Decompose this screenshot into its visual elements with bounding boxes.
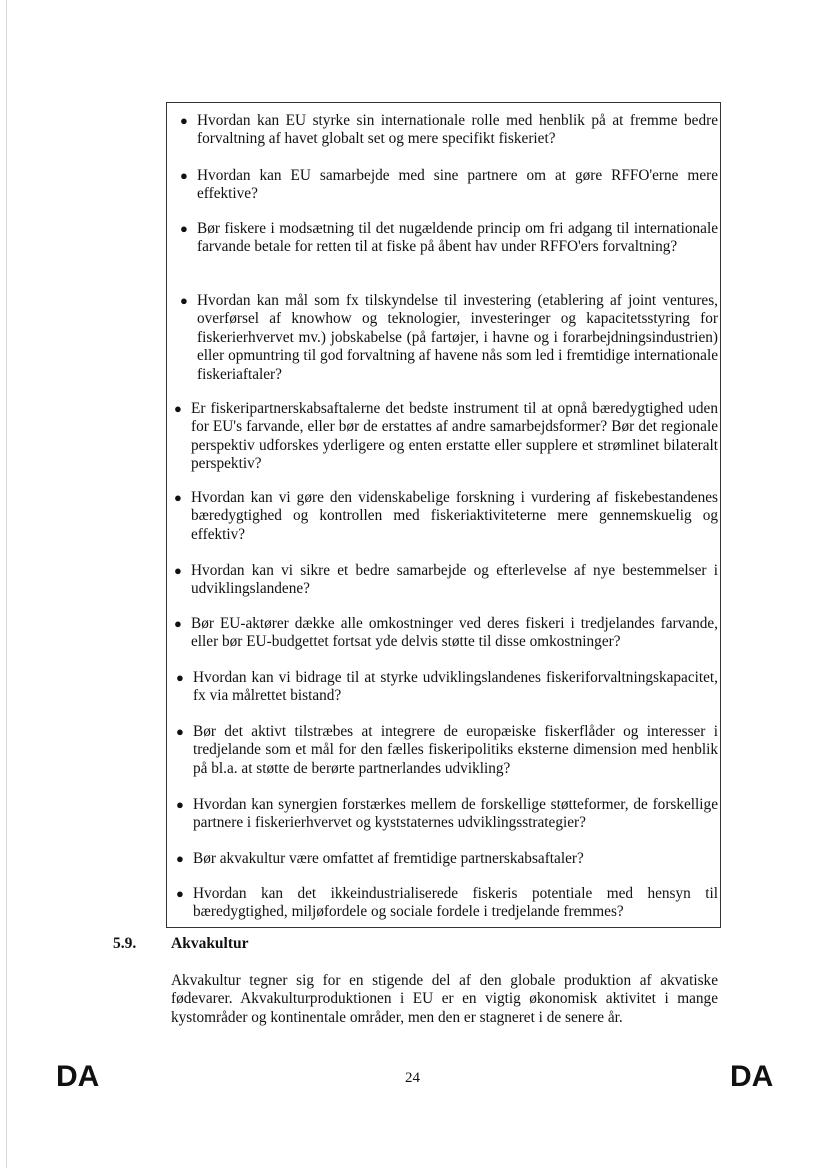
bullet-icon: ● [174,563,182,578]
bullet-icon: ● [180,168,188,183]
section-number: 5.9. [113,935,137,952]
page-edge-line [6,0,7,1168]
question-item: ● Bør fiskere i modsætning til det nugældende princip om fri adgang til internationale farvande betale for retten til at fiske på åbent hav under RFFO'ers forvaltning? [180,220,718,256]
bullet-icon: ● [180,221,188,236]
question-item: ● Hvordan kan synergien forstærkes mellem de forskellige støtteformer, de forskellige partnere i fiskerierhvervet og kyststaternes udviklingsstrategier? [176,796,718,832]
question-item: ● Hvordan kan mål som fx tilskyndelse til investering (etablering af joint ventures, overførsel af knowhow og teknologier, investeringer og kapacitetsstyring for fiskerierhvervet mv.) jobskabelse (på fartøjer, i havne og i forarbejdningsindustrien) eller opmuntring til god forvaltning af havene nås som led i fremtidige internationale fiskeriaftaler? [180,292,718,383]
bullet-icon: ● [176,670,184,685]
section-title: Akvakultur [171,935,249,952]
question-item: ● Hvordan kan vi bidrage til at styrke udviklingslandenes fiskeriforvaltningskapacitet, fx via målrettet bistand? [176,669,718,705]
bullet-icon: ● [176,797,184,812]
question-item: ● Er fiskeripartnerskabsaftalerne det bedste instrument til at opnå bæredygtighed uden for EU's farvande, eller bør de erstattes af andre samarbejdsformer? Bør det regionale perspektiv udforskes yderligere og enten erstatte eller supplere et strømlinet bilateralt perspektiv? [174,400,718,473]
question-item: ● Hvordan kan EU samarbejde med sine partnere om at gøre RFFO'erne mere effektive? [180,167,718,203]
question-item: ● Hvordan kan vi gøre den videnskabelige forskning i vurdering af fiskebestandenes bæredygtighed og kontrollen med fiskeriaktiviteterne mere gennemskuelig og effektiv? [174,489,718,543]
page-number: 24 [405,1070,420,1086]
language-code-right: DA [730,1060,774,1093]
bullet-icon: ● [174,401,182,416]
bullet-icon: ● [176,851,184,866]
question-item: ● Hvordan kan det ikkeindustrialiserede fiskeris potentiale med hensyn til bæredygtighed, miljøfordele og sociale fordele i tredjelande fremmes? [176,885,718,921]
section-paragraph: Akvakultur tegner sig for en stigende del af den globale produktion af akvatiske fødevarer. Akvakulturproduktionen i EU er en vigtig økonomisk aktivitet i mange kystområder og kontinentale områder, men den er stagneret i de senere år. [171,972,718,1026]
bullet-icon: ● [176,886,184,901]
language-code-left: DA [56,1060,100,1093]
bullet-icon: ● [180,293,188,308]
bullet-icon: ● [174,616,182,631]
question-item: ● Bør EU-aktører dække alle omkostninger ved deres fiskeri i tredjelandes farvande, eller bør EU-budgettet fortsat yde delvis støtte til disse omkostninger? [174,615,718,651]
question-item: ● Hvordan kan EU styrke sin internationale rolle med henblik på at fremme bedre forvaltning af havet globalt set og mere specifikt fiskeriet? [180,112,718,148]
bullet-icon: ● [180,113,188,128]
bullet-icon: ● [174,490,182,505]
question-item: ● Hvordan kan vi sikre et bedre samarbejde og efterlevelse af nye bestemmelser i udviklingslandene? [174,562,718,598]
question-item: ● Bør det aktivt tilstræbes at integrere de europæiske fiskerflåder og interesser i tredjelande som et mål for den fælles fiskeripolitiks eksterne dimension med henblik på bl.a. at støtte de berørte partnerlandes udvikling? [176,723,718,777]
question-item: ● Bør akvakultur være omfattet af fremtidige partnerskabsaftaler? [176,850,584,867]
bullet-icon: ● [176,724,184,739]
